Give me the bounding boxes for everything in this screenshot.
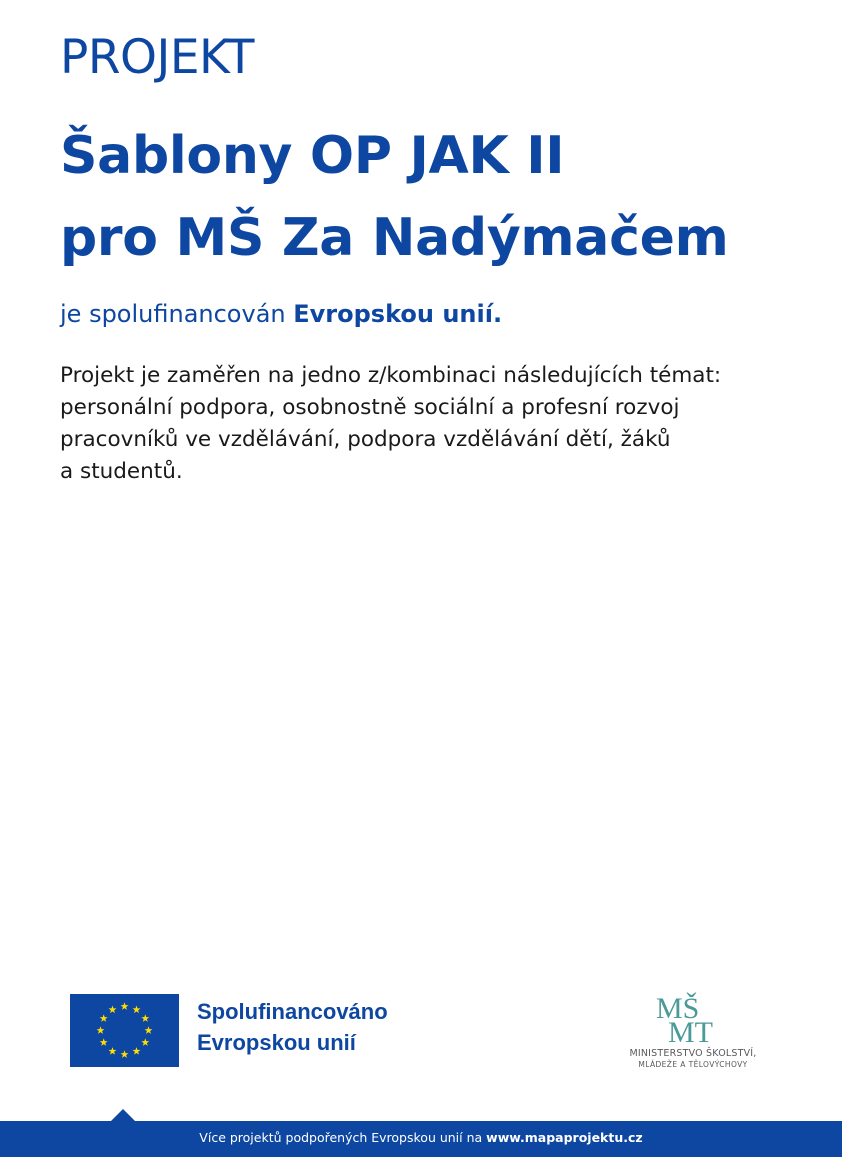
eu-star-icon [145, 1026, 153, 1034]
footer-link[interactable]: www.mapaprojektu.cz [486, 1130, 643, 1145]
msmt-name-line-1: MINISTERSTVO ŠKOLSTVÍ, [629, 1048, 757, 1059]
eu-star-icon [121, 1050, 129, 1058]
msmt-mark-bottom: MT [668, 1016, 713, 1044]
msmt-mark-top: MŠ [656, 992, 700, 1025]
eu-cofinanced-label [197, 996, 388, 1058]
eu-star-icon [141, 1014, 149, 1022]
eu-star-icon [133, 1047, 141, 1055]
eu-star-icon [97, 1026, 105, 1034]
eu-star-icon [109, 1047, 117, 1055]
project-title-line-1: Šablony OP JAK II [60, 126, 565, 186]
msmt-logo [608, 990, 778, 1072]
eu-star-icon [109, 1006, 117, 1014]
eu-star-icon [133, 1006, 141, 1014]
eu-star-icon [100, 1038, 108, 1046]
eu-star-icon [141, 1038, 149, 1046]
description-line: personální podpora, osobnostně sociální a profesní rozvoj [60, 395, 680, 420]
eu-label-line-2: Evropskou unií [197, 1030, 356, 1055]
msmt-name-line-2: MLÁDEŽE A TĚLOVÝCHOVY [638, 1060, 748, 1069]
eu-star-icon [100, 1014, 108, 1022]
project-description [60, 360, 790, 488]
project-title-line-2: pro MŠ Za Nadýmačem [60, 208, 729, 268]
cofinancing-prefix: je spolufinancován [60, 300, 294, 328]
msmt-logo-icon [652, 992, 734, 1044]
project-kicker: PROJEKT [60, 30, 254, 85]
project-title [60, 115, 728, 279]
footer-bar [0, 1121, 842, 1157]
eu-flag-icon [70, 994, 179, 1067]
description-line: Projekt je zaměřen na jedno z/kombinaci následujících témat: [60, 363, 722, 388]
eu-star-icon [121, 1002, 129, 1010]
description-line: pracovníků ve vzdělávání, podpora vzdělávání dětí, žáků [60, 427, 671, 452]
description-line: a studentů. [60, 459, 183, 484]
footer-text: Více projektů podpořených Evropskou unií na [199, 1130, 487, 1145]
eu-label-line-1: Spolufinancováno [197, 999, 388, 1024]
cofinancing-statement [60, 300, 502, 328]
cofinancing-emphasis: Evropskou unií. [293, 300, 503, 328]
